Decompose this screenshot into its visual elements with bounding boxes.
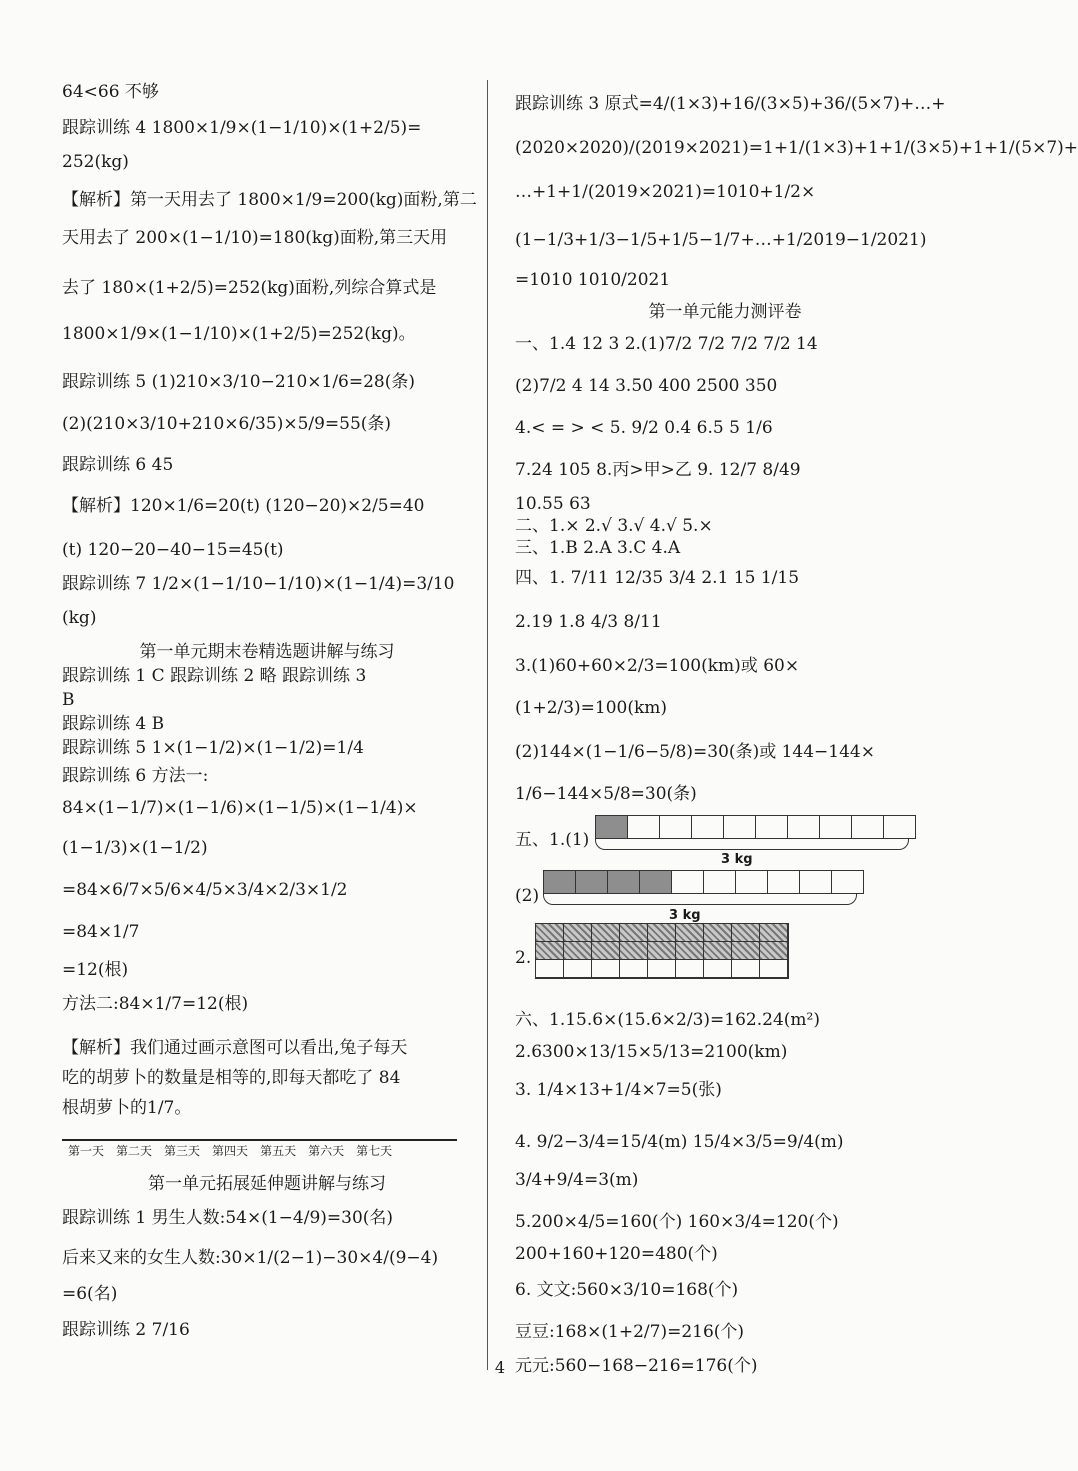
section-title: 第一单元能力测评卷: [648, 302, 802, 322]
bar-strip-1: [595, 815, 916, 839]
text-line: 六、1.15.6×(15.6×2/3)=162.24(m²): [515, 1010, 820, 1030]
text-line: 64<66 不够: [62, 82, 159, 102]
text-line: 3/4+9/4=3(m): [515, 1170, 639, 1190]
column-divider: [487, 80, 488, 1370]
text-line: 2.19 1.8 4/3 8/11: [515, 612, 662, 632]
text-line: (t) 120−20−40−15=45(t): [62, 540, 284, 560]
day-label: 第四天: [212, 1144, 249, 1158]
text-line: =6(名): [62, 1284, 118, 1304]
text-line: 跟踪训练 1 男生人数:54×(1−4/9)=30(名): [62, 1208, 394, 1228]
text-line: …+1+1/(2019×2021)=1010+1/2×: [515, 182, 816, 202]
text-line: 7.24 105 8.丙>甲>乙 9. 12/7 8/49: [515, 460, 801, 480]
text-line: 跟踪训练 4 1800×1/9×(1−1/10)×(1+2/5)=: [62, 118, 422, 138]
section-title: 第一单元期末卷精选题讲解与练习: [139, 642, 395, 662]
text-line: (2)144×(1−1/6−5/8)=30(条)或 144−144×: [515, 742, 875, 762]
text-line: 吃的胡萝卜的数量是相等的,即每天都吃了 84: [62, 1068, 401, 1088]
text-line: 1800×1/9×(1−1/10)×(1+2/5)=252(kg)。: [62, 324, 416, 344]
text-line: (kg): [62, 608, 97, 628]
text-line: 跟踪训练 1 C 跟踪训练 2 略 跟踪训练 3: [62, 666, 367, 686]
text-line: 豆豆:168×(1+2/7)=216(个): [515, 1322, 745, 1342]
day-label: 第七天: [356, 1144, 393, 1158]
text-line: 4.< = > < 5. 9/2 0.4 6.5 5 1/6: [515, 418, 773, 438]
timeline: [62, 1125, 457, 1141]
text-line: 后来又来的女生人数:30×1/(2−1)−30×4/(9−4): [62, 1248, 439, 1268]
text-line: 三、1.B 2.A 3.C 4.A: [515, 538, 681, 558]
timeline-day-labels: [68, 1142, 392, 1159]
text-line: (2)7/2 4 14 3.50 400 2500 350: [515, 376, 778, 396]
text-line: 10.55 63: [515, 494, 591, 514]
section-title: 第一单元拓展延伸题讲解与练习: [148, 1174, 386, 1194]
text-line: =1010 1010/2021: [515, 270, 671, 290]
question-label: (2): [515, 886, 540, 906]
text-line: 天用去了 200×(1−1/10)=180(kg)面粉,第三天用: [62, 228, 448, 248]
text-line: 跟踪训练 7 1/2×(1−1/10−1/10)×(1−1/4)=3/10: [62, 574, 455, 594]
page-number: 4: [494, 1358, 506, 1377]
text-line: (1−1/3+1/3−1/5+1/5−1/7+…+1/2019−1/2021): [515, 230, 927, 250]
text-line: 四、1. 7/11 12/35 3/4 2.1 15 1/15: [515, 568, 800, 588]
text-line: =12(根): [62, 960, 129, 980]
brace-1: [595, 839, 909, 850]
text-line: 200+160+120=480(个): [515, 1244, 718, 1264]
text-line: 252(kg): [62, 152, 129, 172]
question-label: 五、1.(1): [515, 830, 590, 850]
text-line: 去了 180×(1+2/5)=252(kg)面粉,列综合算式是: [62, 278, 437, 298]
text-line: (2020×2020)/(2019×2021)=1+1/(1×3)+1+1/(3×5)+1+1/(5×7)+: [515, 138, 1078, 158]
text-line: 元元:560−168−216=176(个): [515, 1356, 758, 1376]
text-line: =84×1/7: [62, 922, 140, 942]
text-line: 根胡萝卜的1/7。: [62, 1098, 192, 1118]
text-line: 一、1.4 12 3 2.(1)7/2 7/2 7/2 7/2 14: [515, 334, 818, 354]
text-line: 跟踪训练 5 (1)210×3/10−210×1/6=28(条): [62, 372, 416, 392]
brace-label-2: 3 kg: [669, 908, 701, 923]
text-line: 跟踪训练 3 原式=4/(1×3)+16/(3×5)+36/(5×7)+…+: [515, 94, 946, 114]
text-line: (2)(210×3/10+210×6/35)×5/9=55(条): [62, 414, 392, 434]
day-label: 第二天: [116, 1144, 153, 1158]
text-line: 4. 9/2−3/4=15/4(m) 15/4×3/5=9/4(m): [515, 1132, 844, 1152]
day-label: 第一天: [68, 1144, 105, 1158]
text-line: (1−1/3)×(1−1/2): [62, 838, 208, 858]
brace-2: [543, 894, 857, 905]
text-line: 【解析】120×1/6=20(t) (120−20)×2/5=40: [62, 496, 425, 516]
text-line: 6. 文文:560×3/10=168(个): [515, 1280, 739, 1300]
text-line: 【解析】第一天用去了 1800×1/9=200(kg)面粉,第二: [62, 190, 477, 210]
text-line: 3.(1)60+60×2/3=100(km)或 60×: [515, 656, 800, 676]
text-line: 跟踪训练 6 方法一:: [62, 766, 209, 786]
text-line: 方法二:84×1/7=12(根): [62, 994, 249, 1014]
text-line: 3. 1/4×13+1/4×7=5(张): [515, 1080, 722, 1100]
text-line: (1+2/3)=100(km): [515, 698, 668, 718]
text-line: 跟踪训练 2 7/16: [62, 1320, 190, 1340]
text-line: 跟踪训练 5 1×(1−1/2)×(1−1/2)=1/4: [62, 738, 364, 758]
text-line: B: [62, 690, 75, 710]
day-label: 第三天: [164, 1144, 201, 1158]
hatched-grid: [535, 923, 789, 979]
day-label: 第六天: [308, 1144, 345, 1158]
text-line: =84×6/7×5/6×4/5×3/4×2/3×1/2: [62, 880, 348, 900]
text-line: 5.200×4/5=160(个) 160×3/4=120(个): [515, 1212, 839, 1232]
question-label: 2.: [515, 948, 532, 968]
text-line: 【解析】我们通过画示意图可以看出,兔子每天: [62, 1038, 408, 1058]
text-line: 二、1.× 2.√ 3.√ 4.√ 5.×: [515, 516, 713, 536]
text-line: 跟踪训练 4 B: [62, 714, 165, 734]
bar-strip-2: [543, 870, 864, 894]
brace-label-1: 3 kg: [721, 852, 753, 867]
text-line: 2.6300×13/15×5/13=2100(km): [515, 1042, 788, 1062]
text-line: 84×(1−1/7)×(1−1/6)×(1−1/5)×(1−1/4)×: [62, 798, 418, 818]
day-label: 第五天: [260, 1144, 297, 1158]
text-line: 1/6−144×5/8=30(条): [515, 784, 697, 804]
text-line: 跟踪训练 6 45: [62, 455, 174, 475]
